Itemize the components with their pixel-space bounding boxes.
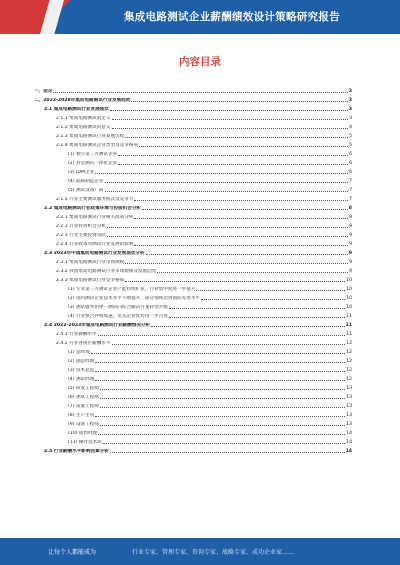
toc-entry-page: 6 <box>349 170 352 175</box>
toc-entry-label: 2.1.4 集成电路测试企业类型及竞争格局 <box>56 143 139 148</box>
toc-entry-label: 一、前言 <box>34 89 53 94</box>
toc-leader-dots <box>112 128 349 129</box>
toc-entry-label: (10) 销售经理 <box>68 431 98 436</box>
toc-leader-dots <box>139 146 348 147</box>
table-of-contents <box>34 85 352 454</box>
toc-entry-label: 2.1.2 集成电路测试的意义 <box>56 125 111 130</box>
toc-entry-label: 2.4.2 行业各岗位薪酬水平 <box>56 341 111 346</box>
toc-entry[interactable] <box>34 121 352 130</box>
toc-entry-page: 14 <box>346 431 352 436</box>
toc-entry[interactable] <box>34 184 352 193</box>
toc-leader-dots <box>110 452 345 453</box>
toc-entry[interactable] <box>34 211 352 220</box>
toc-leader-dots <box>112 119 349 120</box>
toc-entry[interactable] <box>34 238 352 247</box>
toc-entry[interactable] <box>34 445 352 454</box>
toc-entry-label: (2) 封装测试一体化企业 <box>68 161 118 166</box>
toc-entry[interactable] <box>34 247 352 256</box>
toc-leader-dots <box>125 281 345 282</box>
toc-entry-label: (11) 操作技术员 <box>68 440 102 445</box>
toc-entry[interactable] <box>34 202 352 211</box>
toc-leader-dots <box>142 209 348 210</box>
toc-leader-dots <box>201 299 345 300</box>
toc-entry[interactable] <box>34 427 352 436</box>
toc-entry-page: 3 <box>349 116 352 121</box>
toc-leader-dots <box>98 434 345 435</box>
toc-leader-dots <box>169 317 345 318</box>
toc-leader-dots <box>125 137 348 138</box>
toc-entry-label: (1) 独立第三方测试企业 <box>68 152 118 157</box>
toc-leader-dots <box>107 236 348 237</box>
toc-entry[interactable] <box>34 148 352 157</box>
toc-entry[interactable] <box>34 409 352 418</box>
toc-entry[interactable] <box>34 319 352 328</box>
toc-entry-page: 9 <box>349 260 352 265</box>
toc-leader-dots <box>100 398 345 399</box>
toc-leader-dots <box>100 389 345 390</box>
toc-entry-label: (9) 设备工程师 <box>68 422 99 427</box>
report-title: 集成电路测试企业薪酬绩效设计策略研究报告 <box>124 11 340 23</box>
toc-entry-label: 2.2.2 行业投资机会分析 <box>56 224 106 229</box>
toc-entry-page: 7 <box>349 179 352 184</box>
toc-entry[interactable] <box>34 310 352 319</box>
toc-entry-page: 3 <box>348 107 352 112</box>
toc-entry-label: (3) 测试服务由单一测试向综合解决方案转型升级 <box>68 305 168 310</box>
toc-entry[interactable] <box>34 229 352 238</box>
toc-leader-dots <box>112 344 346 345</box>
toc-entry-label: 2.3.3 集成电路测试行业竞争格局 <box>56 278 125 283</box>
footer-slogan: 让每个人都能成为 <box>48 549 97 556</box>
footer-banner <box>0 538 400 565</box>
toc-leader-dots <box>134 200 348 201</box>
toc-entry-page: 5 <box>349 143 352 148</box>
toc-leader-dots <box>100 407 345 408</box>
toc-entry-page: 10 <box>346 305 352 310</box>
toc-entry[interactable] <box>34 364 352 373</box>
toc-entry[interactable] <box>34 85 352 94</box>
toc-entry[interactable] <box>34 337 352 346</box>
toc-leader-dots <box>134 218 348 219</box>
toc-leader-dots <box>98 335 345 336</box>
toc-entry-page: 9 <box>349 233 352 238</box>
toc-entry[interactable] <box>34 391 352 400</box>
toc-leader-dots <box>105 191 349 192</box>
toc-leader-dots <box>107 227 348 228</box>
toc-entry-page: 11 <box>346 332 352 337</box>
toc-leader-dots <box>95 380 345 381</box>
toc-entry-label: 2.2.1 集成电路测试行业相关政策分析 <box>56 215 134 220</box>
toc-entry-page: 13 <box>346 395 352 400</box>
toc-entry-label: 2.2.3 行业主要投资风险 <box>56 233 106 238</box>
toc-entry[interactable] <box>34 220 352 229</box>
toc-entry-page: 8 <box>348 206 352 211</box>
toc-entry[interactable] <box>34 112 352 121</box>
toc-leader-dots <box>100 425 345 426</box>
toc-entry-label: (7) 质量工程师 <box>68 404 99 409</box>
toc-entry-label: (4) 测试经理 <box>68 377 95 382</box>
toc-entry-label: 二、2023-2028年集成电路测试行业发展趋势 <box>34 98 131 103</box>
toc-entry-page: 7 <box>349 188 352 193</box>
toc-entry-page: 10 <box>346 296 352 301</box>
toc-leader-dots <box>95 173 348 174</box>
toc-entry-page: 9 <box>349 269 352 274</box>
toc-entry-page: 11 <box>346 314 352 319</box>
toc-entry[interactable] <box>34 382 352 391</box>
toc-entry-page: 4 <box>349 125 352 130</box>
toc-entry[interactable] <box>34 166 352 175</box>
toc-entry[interactable] <box>34 139 352 148</box>
toc-entry-label: 2.1.3 集成电路测试行业发展历程 <box>56 134 125 139</box>
toc-entry[interactable] <box>34 418 352 427</box>
toc-entry-label: 2.1.1 集成电路测试的定义 <box>56 116 111 121</box>
toc-entry-page: 10 <box>346 287 352 292</box>
toc-entry-label: 2.2.4 行业政策对测试行业发展的影响 <box>56 242 134 247</box>
toc-entry[interactable] <box>34 157 352 166</box>
toc-leader-dots <box>95 416 345 417</box>
toc-entry-page: 9 <box>348 251 352 256</box>
toc-leader-dots <box>196 290 345 291</box>
toc-entry-page: 13 <box>346 386 352 391</box>
toc-entry-page: 8 <box>349 215 352 220</box>
toc-entry-label: (3) 技术总监 <box>68 368 95 373</box>
toc-entry-page: 13 <box>346 404 352 409</box>
toc-heading: 内容目录 <box>179 56 221 68</box>
toc-entry-label: (4) 行业整合并购加速，龙头企业优势进一步凸显 <box>68 314 168 319</box>
toc-entry-label: 2.3.2 我国集成电路测试行业市场规模及发展趋势 <box>56 269 157 274</box>
toc-entry-label: (8) 生产主管 <box>68 413 95 418</box>
toc-leader-dots <box>118 155 348 156</box>
toc-entry-label: (1) 专业第三方测试企业产能持续扩张，行业集中度进一步提升 <box>68 287 196 292</box>
toc-entry-label: (4) 晶圆制造企业 <box>68 179 104 184</box>
toc-leader-dots <box>146 254 348 255</box>
toc-entry-page: 6 <box>349 161 352 166</box>
toc-entry-page: 12 <box>346 359 352 364</box>
toc-leader-dots <box>105 182 349 183</box>
toc-entry-page: 8 <box>349 224 352 229</box>
toc-entry[interactable] <box>34 256 352 265</box>
toc-leader-dots <box>95 362 345 363</box>
footer-tagline: 行业专家、管理专家、咨询专家、战略专家、成功企业家…… <box>132 549 295 556</box>
toc-entry-page: 12 <box>346 368 352 373</box>
toc-entry[interactable] <box>34 94 352 103</box>
toc-entry-page: 5 <box>349 134 352 139</box>
toc-entry-page: 3 <box>348 89 352 94</box>
toc-leader-dots <box>53 92 347 93</box>
toc-entry-label: 2.3 2023年中国集成电路测试行业发展现状分析 <box>44 251 145 256</box>
toc-entry[interactable] <box>34 373 352 382</box>
toc-leader-dots <box>157 272 348 273</box>
toc-leader-dots <box>118 164 348 165</box>
toc-entry-label: 2.1 集成电路测试行业发展现状 <box>44 107 109 112</box>
toc-entry-page: 13 <box>346 422 352 427</box>
toc-entry-label: 2.2 集成电路测试行业政策环境与投资机会分析 <box>44 206 142 211</box>
toc-entry-page: 12 <box>346 350 352 355</box>
toc-entry-label: (2) 国内测试企业技术水平不断提升，部分领域达到国际先进水平 <box>68 296 201 301</box>
toc-entry-label: (6) 测试工程师 <box>68 395 99 400</box>
toc-entry[interactable] <box>34 301 352 310</box>
toc-entry-label: (3) IDM企业 <box>68 170 95 175</box>
toc-entry-page: 13 <box>346 413 352 418</box>
toc-leader-dots <box>110 110 348 111</box>
toc-entry[interactable] <box>34 355 352 364</box>
toc-entry[interactable] <box>34 346 352 355</box>
toc-entry-label: 2.4 2022-2023年集成电路测试行业薪酬情况分析 <box>44 323 151 328</box>
toc-entry[interactable] <box>34 328 352 337</box>
toc-entry[interactable] <box>34 265 352 274</box>
toc-entry-page: 7 <box>349 197 352 202</box>
toc-entry-page: 11 <box>345 323 352 328</box>
toc-entry-page: 12 <box>346 341 352 346</box>
toc-entry-label: (2) 副总经理 <box>68 359 95 364</box>
toc-entry[interactable] <box>34 103 352 112</box>
toc-leader-dots <box>151 326 344 327</box>
toc-entry[interactable] <box>34 283 352 292</box>
toc-entry[interactable] <box>34 274 352 283</box>
toc-leader-dots <box>95 371 345 372</box>
toc-entry-label: (5) 研发工程师 <box>68 386 99 391</box>
toc-entry-label: 2.5 行业薪酬水平影响因素分析 <box>44 449 109 454</box>
toc-entry-page: 3 <box>348 98 352 103</box>
toc-entry-page: 9 <box>349 242 352 247</box>
toc-entry[interactable] <box>34 436 352 445</box>
toc-entry-label: (5) 测试设备厂商 <box>68 188 104 193</box>
toc-leader-dots <box>134 245 348 246</box>
toc-entry[interactable] <box>34 193 352 202</box>
toc-entry[interactable] <box>34 292 352 301</box>
toc-entry-label: (1) 总经理 <box>68 350 90 355</box>
toc-entry[interactable] <box>34 175 352 184</box>
toc-leader-dots <box>91 353 345 354</box>
toc-entry-page: 12 <box>346 377 352 382</box>
toc-leader-dots <box>103 443 345 444</box>
header-banner <box>0 0 400 34</box>
toc-entry-page: 14 <box>345 449 352 454</box>
toc-entry-label: 2.4.1 行业薪酬水平 <box>56 332 97 337</box>
toc-entry-page: 14 <box>346 440 352 445</box>
toc-leader-dots <box>131 101 347 102</box>
toc-leader-dots <box>125 263 348 264</box>
toc-entry-label: 2.3.1 集成电路测试行业市场规模 <box>56 260 125 265</box>
toc-entry-label: 2.1.5 行业主要测试服务模式及竞争力 <box>56 197 134 202</box>
toc-entry-page: 10 <box>346 278 352 283</box>
toc-entry-page: 6 <box>349 152 352 157</box>
toc-entry[interactable] <box>34 400 352 409</box>
toc-leader-dots <box>169 308 345 309</box>
toc-entry[interactable] <box>34 130 352 139</box>
